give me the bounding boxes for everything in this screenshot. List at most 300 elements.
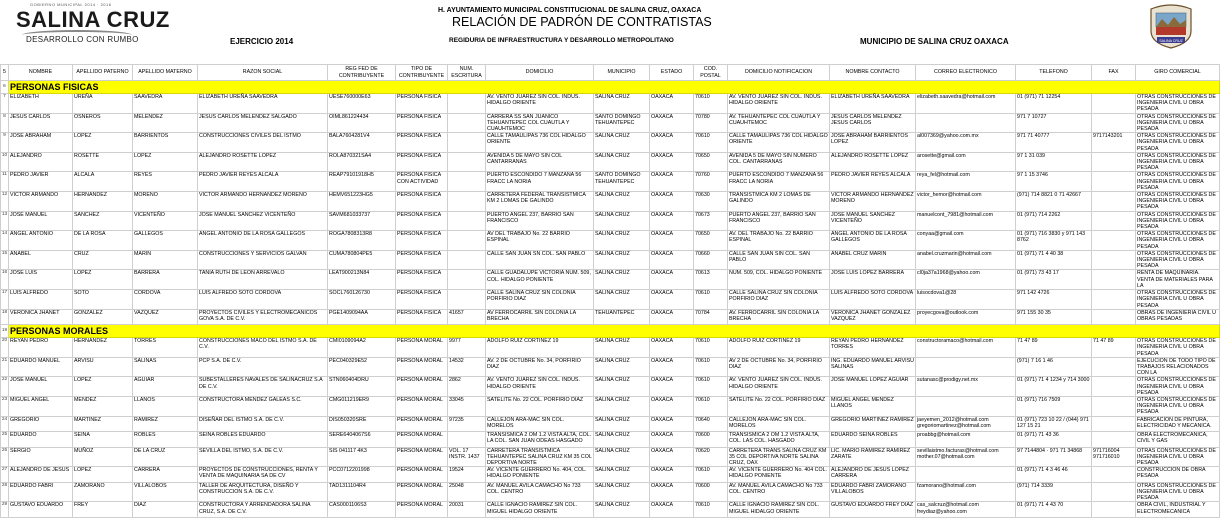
table-cell[interactable]: 70620 bbox=[694, 447, 728, 467]
table-cell[interactable]: OTRAS CONSTRUCCIONES DE INGENIERIA CIVIL U OBRA PESADA bbox=[1136, 250, 1220, 270]
table-cell[interactable] bbox=[448, 94, 486, 114]
table-cell[interactable]: PERSONA FISICA bbox=[396, 309, 448, 325]
table-cell[interactable]: 01 (971) 71 43 36 bbox=[1016, 432, 1092, 448]
table-cell[interactable]: SALINA CRUZ bbox=[594, 250, 650, 270]
table-cell[interactable]: JESUS CARLOS bbox=[9, 113, 73, 133]
table-cell[interactable]: OIML861224434 bbox=[328, 113, 396, 133]
table-cell[interactable] bbox=[1092, 309, 1136, 325]
table-cell[interactable]: LEAT900213N84 bbox=[328, 270, 396, 290]
table-cell[interactable]: 01 (971) 723 10 22 / (044) 971 127 15 21 bbox=[1016, 416, 1092, 432]
table-cell[interactable]: OTRAS CONSTRUCCIONES DE INGENIERIA CIVIL U OBRA PESADA bbox=[1136, 192, 1220, 212]
table-cell[interactable]: CALLE IGNACIO RAMIREZ SIN COL. MIGUEL HIDALGO ORIENTE bbox=[728, 502, 830, 518]
table-cell[interactable]: 20031 bbox=[448, 502, 486, 518]
table-cell[interactable]: SALINAS bbox=[133, 357, 198, 377]
table-cell[interactable]: SALINA CRUZ bbox=[594, 447, 650, 467]
table-cell[interactable]: JOSE ABRAHAM BARRIENTOS LOPEZ bbox=[830, 133, 916, 153]
table-cell[interactable]: BARRERA bbox=[133, 270, 198, 290]
table-cell[interactable]: SALINA CRUZ bbox=[594, 290, 650, 310]
table-cell[interactable]: ALEJANDRO ROSETTE LOPEZ bbox=[198, 152, 328, 172]
table-cell[interactable]: SIS 041117 4K3 bbox=[328, 447, 396, 467]
table-cell[interactable]: OAXACA bbox=[650, 94, 694, 114]
table-cell[interactable] bbox=[916, 397, 1016, 417]
table-cell[interactable]: OTRAS CONSTRUCCIONES DE INGENIERIA CIVIL U OBRA PESADA bbox=[1136, 152, 1220, 172]
table-cell[interactable]: TORRES bbox=[133, 338, 198, 358]
table-cell[interactable]: manuelcont_7981@hotmail.com bbox=[916, 211, 1016, 231]
table-cell[interactable]: cl0ja37a1968@yahoo.com bbox=[916, 270, 1016, 290]
table-cell[interactable] bbox=[1092, 290, 1136, 310]
table-cell[interactable]: 70660 bbox=[694, 250, 728, 270]
table-cell[interactable]: SANTO DOMINGO TEHUANTEPEC bbox=[594, 113, 650, 133]
table-cell[interactable]: OAXACA bbox=[650, 482, 694, 502]
table-cell[interactable]: TRANSISMICA 2 OM 1.2 VISTA ALTA, COL. LAS COL. HASGADO bbox=[728, 432, 830, 448]
table-cell[interactable]: CALLE GUADALUPE VICTORIA NUM. 509, COL. HIDALGO PONIENTE bbox=[486, 270, 594, 290]
table-cell[interactable] bbox=[1092, 432, 1136, 448]
table-cell[interactable]: constructoramaco@hotmail.com bbox=[916, 338, 1016, 358]
table-cell[interactable]: 70650 bbox=[694, 152, 728, 172]
table-cell[interactable]: CALLEJON ARA-MAC SIN COL. MORELOS bbox=[728, 416, 830, 432]
table-cell[interactable]: SAAVEDRA bbox=[133, 94, 198, 114]
table-cell[interactable]: EDUARDO bbox=[9, 432, 73, 448]
table-cell[interactable]: OBRA ELECTROMECANICA, CIVIL Y GAS bbox=[1136, 432, 1220, 448]
table-cell[interactable]: MIGUEL ANGEL MENDEZ LLANOS bbox=[830, 397, 916, 417]
table-cell[interactable]: PERSONA FISICA bbox=[396, 152, 448, 172]
table-cell[interactable]: EJECUCION DE TODO TIPO DE TRABAJOS RELACIONADOS CON LA bbox=[1136, 357, 1220, 377]
table-cell[interactable]: UESE760000E63 bbox=[328, 94, 396, 114]
table-cell[interactable]: CALLE SAN JUAN SN COL. SAN PABLO bbox=[486, 250, 594, 270]
table-cell[interactable]: SEINA bbox=[73, 432, 133, 448]
table-cell[interactable]: PERSONA FISICA bbox=[396, 231, 448, 251]
table-cell[interactable]: 14532 bbox=[448, 357, 486, 377]
table-cell[interactable]: MENDEZ bbox=[73, 397, 133, 417]
table-cell[interactable]: VOL. 17 INSTR. 1437 bbox=[448, 447, 486, 467]
table-cell[interactable]: sevillaistmo.facturas@hotmail.com mother.07@hotmail.com bbox=[916, 447, 1016, 467]
table-cell[interactable]: 97 1 31 039 bbox=[1016, 152, 1092, 172]
table-cell[interactable]: JESUS CARLOS MELENDEZ JESUS CARLOS bbox=[830, 113, 916, 133]
table-cell[interactable]: VICENTEÑO bbox=[133, 211, 198, 231]
table-cell[interactable]: ANGEL ANTONIO DE LA ROSA GALLEGOS bbox=[830, 231, 916, 251]
table-cell[interactable]: MELENDEZ bbox=[133, 113, 198, 133]
table-cell[interactable]: SUBESTALLERES NAVALES DE SALINACRUZ S.A DE C.V. bbox=[198, 377, 328, 397]
table-cell[interactable]: ELIZABETH UREÑA SAAVEDRA bbox=[830, 94, 916, 114]
table-cell[interactable]: ELIZABETH UREÑA SAAVEDRA bbox=[198, 94, 328, 114]
table-cell[interactable] bbox=[1092, 416, 1136, 432]
table-cell[interactable]: luisocdova1@28 bbox=[916, 290, 1016, 310]
table-cell[interactable]: OTRAS CONSTRUCCIONES DE INGENIERIA CIVIL U OBRA PESADA bbox=[1136, 290, 1220, 310]
table-cell[interactable]: 01 (971) 71 4 43 70 bbox=[1016, 502, 1092, 518]
table-cell[interactable]: 97 1 15 3746 bbox=[1016, 172, 1092, 192]
table-cell[interactable]: 70610 bbox=[694, 467, 728, 483]
table-cell[interactable]: ARVISU bbox=[73, 357, 133, 377]
table-cell[interactable]: OBRAS DE INGENIERIA CIVIL U OBRAS PESADAS bbox=[1136, 309, 1220, 325]
table-cell[interactable] bbox=[1092, 357, 1136, 377]
table-cell[interactable]: ZAMORANO bbox=[73, 482, 133, 502]
table-cell[interactable]: OTRAS CONSTRUCCIONES DE INGENIERIA CIVIL U OBRA PESADA bbox=[1136, 133, 1220, 153]
table-cell[interactable]: JOSE LUIS LOPEZ BARRERA bbox=[830, 270, 916, 290]
table-cell[interactable]: ALEJANDRO DE JESUS bbox=[9, 467, 73, 483]
table-cell[interactable]: FABRICACION DE PINTURA, ELECTRICIDAD Y MECANICA. bbox=[1136, 416, 1220, 432]
table-cell[interactable]: ELIZABETH bbox=[9, 94, 73, 114]
table-cell[interactable]: REYES bbox=[133, 172, 198, 192]
table-cell[interactable]: ROBLES bbox=[133, 432, 198, 448]
table-cell[interactable] bbox=[1092, 113, 1136, 133]
table-cell[interactable]: OAXACA bbox=[650, 309, 694, 325]
table-cell[interactable]: RENTA DE MAQUINARIA. VENTA DE MATERIALES PARA LA bbox=[1136, 270, 1220, 290]
table-cell[interactable]: 01 (971) 71 12254 bbox=[1016, 94, 1092, 114]
table-cell[interactable]: SALINA CRUZ bbox=[594, 357, 650, 377]
table-cell[interactable]: SALINA CRUZ bbox=[594, 467, 650, 483]
table-cell[interactable]: 70610 bbox=[694, 133, 728, 153]
table-cell[interactable]: OBRA CIVIL, INDUSTRIAL Y ELECTROMECANICA bbox=[1136, 502, 1220, 518]
table-cell[interactable]: GALLEGOS bbox=[133, 231, 198, 251]
table-cell[interactable]: SALINA CRUZ bbox=[594, 502, 650, 518]
table-cell[interactable]: SALINA CRUZ bbox=[594, 211, 650, 231]
table-cell[interactable]: PERSONA MORAL bbox=[396, 447, 448, 467]
table-cell[interactable]: SANCHEZ bbox=[73, 211, 133, 231]
table-cell[interactable]: REYAN PEDRO bbox=[9, 338, 73, 358]
table-cell[interactable]: SOCL760126730 bbox=[328, 290, 396, 310]
table-cell[interactable]: JOSE MANUEL SANCHEZ VICENTEÑO bbox=[198, 211, 328, 231]
table-cell[interactable]: OAXACA bbox=[650, 467, 694, 483]
table-cell[interactable]: ADOLFO RUIZ CORTINEZ 19 bbox=[728, 338, 830, 358]
table-cell[interactable]: 70780 bbox=[694, 113, 728, 133]
table-cell[interactable]: PERSONA FISICA bbox=[396, 270, 448, 290]
table-cell[interactable] bbox=[916, 357, 1016, 377]
table-cell[interactable] bbox=[448, 152, 486, 172]
table-cell[interactable]: SALINA CRUZ bbox=[594, 94, 650, 114]
table-cell[interactable]: 71 47 89 bbox=[1092, 338, 1136, 358]
table-cell[interactable]: AV. VENTO JUAREZ SIN COL. INDUS. HIDALGO ORIENTE bbox=[486, 94, 594, 114]
table-cell[interactable]: LOPEZ bbox=[73, 467, 133, 483]
table-cell[interactable]: PERSONA MORAL bbox=[396, 357, 448, 377]
table-cell[interactable]: SALINA CRUZ bbox=[594, 231, 650, 251]
table-cell[interactable]: SALINA CRUZ bbox=[594, 482, 650, 502]
table-cell[interactable]: OTRAS CONSTRUCCIONES DE INGENIERIA CIVIL U OBRA PESADA bbox=[1136, 397, 1220, 417]
table-cell[interactable]: 71 47 89 bbox=[1016, 338, 1092, 358]
table-cell[interactable]: LUIS ALFREDO bbox=[9, 290, 73, 310]
table-cell[interactable]: SERGIO bbox=[9, 447, 73, 467]
table-cell[interactable] bbox=[1092, 270, 1136, 290]
table-cell[interactable]: CALLEJON ARA-MAC SIN COL. MORELOS bbox=[486, 416, 594, 432]
table-cell[interactable]: ROGA7808313R8 bbox=[328, 231, 396, 251]
table-cell[interactable]: OAXACA bbox=[650, 133, 694, 153]
table-cell[interactable]: OAXACA bbox=[650, 338, 694, 358]
table-cell[interactable]: GREGORIO MARTINEZ RAMIREZ bbox=[830, 416, 916, 432]
table-cell[interactable]: TRANSISTMICA KM 2 LOMAS DE GALINDO bbox=[728, 192, 830, 212]
table-cell[interactable]: proabbg@hotmail.com bbox=[916, 432, 1016, 448]
table-cell[interactable]: AV. VENTO JUAREZ SIN COL. INDUS. HIDALGO ORIENTE bbox=[728, 377, 830, 397]
table-cell[interactable]: CONSTRUCTORA MENDEZ GALEAS S.C. bbox=[198, 397, 328, 417]
table-cell[interactable] bbox=[916, 467, 1016, 483]
table-cell[interactable]: PERSONA FISICA bbox=[396, 211, 448, 231]
table-cell[interactable]: LOPEZ bbox=[73, 377, 133, 397]
table-cell[interactable]: 70673 bbox=[694, 211, 728, 231]
table-cell[interactable]: OAXACA bbox=[650, 211, 694, 231]
table-cell[interactable]: LIC. MARIO RAMIREZ RAMIREZ ZARATE bbox=[830, 447, 916, 467]
table-cell[interactable] bbox=[448, 231, 486, 251]
table-cell[interactable] bbox=[448, 432, 486, 448]
table-cell[interactable]: PERSONA MORAL bbox=[396, 397, 448, 417]
table-cell[interactable]: OAXACA bbox=[650, 432, 694, 448]
table-cell[interactable]: ANGEL ANTONIO DE LA ROSA GALLEGOS bbox=[198, 231, 328, 251]
table-cell[interactable]: CALLE SALINA CRUZ SIN COLONIA PORFIRIO DIAZ bbox=[728, 290, 830, 310]
table-cell[interactable]: OAXACA bbox=[650, 231, 694, 251]
table-cell[interactable]: ALCALA bbox=[73, 172, 133, 192]
table-cell[interactable]: VERONICA JHANET bbox=[9, 309, 73, 325]
table-cell[interactable]: ANABEL CRUZ MARIN bbox=[830, 250, 916, 270]
table-cell[interactable]: CMG011219ER9 bbox=[328, 397, 396, 417]
table-cell[interactable]: SALINA CRUZ bbox=[594, 338, 650, 358]
table-cell[interactable]: OTRAS CONSTRUCCIONES DE INGENIERIA CIVIL U OBRA PESADA bbox=[1136, 231, 1220, 251]
table-cell[interactable] bbox=[448, 270, 486, 290]
table-cell[interactable]: LOPEZ bbox=[73, 270, 133, 290]
table-cell[interactable]: 41657 bbox=[448, 309, 486, 325]
table-cell[interactable]: AV. VENTO JUAREZ SIN COL. INDUS. HIDALGO ORIENTE bbox=[728, 94, 830, 114]
table-cell[interactable]: CALLE TAMAULIPAS 736 COL HIDALGO ORIENTE bbox=[486, 133, 594, 153]
table-cell[interactable]: GONZALEZ bbox=[73, 309, 133, 325]
table-cell[interactable]: EDUARDO MANUEL bbox=[9, 357, 73, 377]
table-cell[interactable]: PEDRO JAVIER REYES ALCALA bbox=[198, 172, 328, 192]
table-cell[interactable]: JESUS CARLOS MELENDEZ SALGADO bbox=[198, 113, 328, 133]
table-cell[interactable]: 33045 bbox=[448, 397, 486, 417]
table-cell[interactable]: CONSTRUCCIONES MACO DEL ISTMO S.A. DE C.V. bbox=[198, 338, 328, 358]
table-cell[interactable]: ANABEL bbox=[9, 250, 73, 270]
table-cell[interactable] bbox=[1092, 482, 1136, 502]
table-cell[interactable]: VICTOR ARMANDO bbox=[9, 192, 73, 212]
table-cell[interactable]: NUM. 509, COL. HIDALGO PONIENTE bbox=[728, 270, 830, 290]
table-cell[interactable]: ADOLFO RUIZ CORTINEZ 19 bbox=[486, 338, 594, 358]
table-cell[interactable]: reya_fel@hotmail.com bbox=[916, 172, 1016, 192]
table-cell[interactable]: proyecgova@outlook.com bbox=[916, 309, 1016, 325]
table-cell[interactable]: BARRIENTOS bbox=[133, 133, 198, 153]
table-cell[interactable] bbox=[1092, 152, 1136, 172]
table-cell[interactable]: SALINA CRUZ bbox=[594, 133, 650, 153]
table-cell[interactable]: MUÑOZ bbox=[73, 447, 133, 467]
table-cell[interactable]: 70600 bbox=[694, 482, 728, 502]
table-cell[interactable] bbox=[1092, 94, 1136, 114]
table-cell[interactable]: CARRETERA FEDERAL TRANSISTMICA KM 2 LOMAS DE GALINDO bbox=[486, 192, 594, 212]
table-cell[interactable]: OTRAS CONSTRUCCIONES DE INGENIERIA CIVIL U OBRA PESADA bbox=[1136, 447, 1220, 467]
table-cell[interactable]: DE LA ROSA bbox=[73, 231, 133, 251]
table-cell[interactable]: AGUIAR bbox=[133, 377, 198, 397]
table-cell[interactable]: arosette@gmail.com bbox=[916, 152, 1016, 172]
table-cell[interactable]: STN060404DRU bbox=[328, 377, 396, 397]
table-cell[interactable]: 70610 bbox=[694, 338, 728, 358]
table-cell[interactable]: PERSONA FISICA bbox=[396, 250, 448, 270]
table-cell[interactable]: VILLALOBOS bbox=[133, 482, 198, 502]
table-cell[interactable]: PERSONA FISICA bbox=[396, 192, 448, 212]
table-cell[interactable]: PUERTO ESCONDIDO 7 MANZANA 56 FRACC LA NORIA bbox=[728, 172, 830, 192]
table-cell[interactable]: PGE1409094AA bbox=[328, 309, 396, 325]
table-cell[interactable]: MORENO bbox=[133, 192, 198, 212]
table-cell[interactable]: PERSONA MORAL bbox=[396, 338, 448, 358]
table-cell[interactable]: EDUARDO SEINA ROBLES bbox=[830, 432, 916, 448]
table-cell[interactable]: 70760 bbox=[694, 172, 728, 192]
table-cell[interactable]: AV. VICENTE GUERRERO No. 404, COL. HIDALGO PONIENTE bbox=[486, 467, 594, 483]
table-cell[interactable]: fzamorano@hotmail.com bbox=[916, 482, 1016, 502]
table-cell[interactable]: PEDRO JAVIER bbox=[9, 172, 73, 192]
table-cell[interactable]: 70610 bbox=[694, 502, 728, 518]
table-cell[interactable]: AVENIDA 5 DE MAYO SIN NUMERO COL. CANTARRANAS bbox=[728, 152, 830, 172]
table-cell[interactable]: VERONICA JHANET GONZALEZ VAZQUEZ bbox=[830, 309, 916, 325]
table-cell[interactable]: OTRAS CONSTRUCCIONES DE INGENIERIA CIVIL U OBRA PESADA bbox=[1136, 377, 1220, 397]
table-cell[interactable]: PERSONA FISICA bbox=[396, 290, 448, 310]
table-cell[interactable]: (971) 714 3339 bbox=[1016, 482, 1092, 502]
table-cell[interactable]: 971716004 971716010 bbox=[1092, 447, 1136, 467]
table-cell[interactable]: MIGUEL ANGEL bbox=[9, 397, 73, 417]
table-cell[interactable]: AV. FERROCARRIL SIN COLONIA LA BRECHA bbox=[728, 309, 830, 325]
table-cell[interactable]: ALEJANDRO ROSETTE LOPEZ bbox=[830, 152, 916, 172]
table-cell[interactable] bbox=[448, 290, 486, 310]
table-cell[interactable]: JOSE MANUEL LOPEZ AGUIAR bbox=[830, 377, 916, 397]
table-cell[interactable]: GUSTAVO EDUARDO bbox=[9, 502, 73, 518]
table-cell[interactable]: 70630 bbox=[694, 192, 728, 212]
table-cell[interactable]: OAXACA bbox=[650, 152, 694, 172]
table-cell[interactable]: 971 155 30 35 bbox=[1016, 309, 1092, 325]
table-cell[interactable]: OAXACA bbox=[650, 502, 694, 518]
table-cell[interactable]: ROSETTE bbox=[73, 152, 133, 172]
table-cell[interactable]: sutanasc@prodigy.net.mx bbox=[916, 377, 1016, 397]
table-cell[interactable]: 25048 bbox=[448, 482, 486, 502]
table-cell[interactable]: SANTO DOMINGO TEHUANTEPEC bbox=[594, 172, 650, 192]
table-cell[interactable]: BALA7604281V4 bbox=[328, 133, 396, 153]
table-cell[interactable] bbox=[448, 192, 486, 212]
table-cell[interactable]: EDUARDO FABRI ZAMORANO VILLALOBOS bbox=[830, 482, 916, 502]
table-cell[interactable]: 971 71 40777 bbox=[1016, 133, 1092, 153]
table-cell[interactable]: GUSTAVO EDUARDO FREY DIAZ bbox=[830, 502, 916, 518]
table-cell[interactable]: DIAZ bbox=[133, 502, 198, 518]
table-cell[interactable]: CONSTRUCCIONES Y SERVICIOS GALVAN bbox=[198, 250, 328, 270]
table-cell[interactable]: 70610 bbox=[694, 357, 728, 377]
table-cell[interactable]: 971 7 10727 bbox=[1016, 113, 1092, 133]
table-cell[interactable]: REAP79101918H5 bbox=[328, 172, 396, 192]
table-cell[interactable]: TRANSISMICA 2 OM 1.2 VISTA ALTA, COL. LA COL. SAN JUAN ODEAS HASGADO bbox=[486, 432, 594, 448]
table-cell[interactable]: CALLE SAN JUAN SIN COL. SAN PABLO bbox=[728, 250, 830, 270]
table-cell[interactable]: OAXACA bbox=[650, 416, 694, 432]
table-cell[interactable]: UREÑA bbox=[73, 94, 133, 114]
table-cell[interactable]: OTRAS CONSTRUCCIONES DE INGENIERIA CIVIL U OBRA PESADA bbox=[1136, 482, 1220, 502]
table-cell[interactable]: JOSE MANUEL bbox=[9, 211, 73, 231]
table-cell[interactable]: 01 (971) 73 43 17 bbox=[1016, 270, 1092, 290]
table-cell[interactable] bbox=[1092, 172, 1136, 192]
table-cell[interactable]: SEVILLA DEL ISTMO, S.A. DE C.V. bbox=[198, 447, 328, 467]
table-cell[interactable]: ALEJANDRO bbox=[9, 152, 73, 172]
table-cell[interactable]: AV 2 DE OCTUBRE No. 34, PORFIRIO DIAZ bbox=[728, 357, 830, 377]
table-cell[interactable]: PUERTO ESCONDIDO 7 MANZANA 56 FRACC LA NORIA bbox=[486, 172, 594, 192]
table-cell[interactable]: (971) 7 16 1 46 bbox=[1016, 357, 1092, 377]
table-cell[interactable]: JOSE MANUEL bbox=[9, 377, 73, 397]
table-cell[interactable]: CARRERA SS SAN JUANICO TEHUANTEPEC COL CUAUTLA Y CUAUHTEMOC bbox=[486, 113, 594, 133]
table-cell[interactable]: cas_salcruz@hotmail.com freydiaz@yahoo.com bbox=[916, 502, 1016, 518]
table-cell[interactable]: AV. MANUEL AVILA CAMACHO No 733 COL. CENTRO bbox=[486, 482, 594, 502]
table-cell[interactable]: CALLE IGNACIO RAMIREZ SIN COL. MIGUEL HIDALGO ORIENTE bbox=[486, 502, 594, 518]
table-cell[interactable]: OAXACA bbox=[650, 250, 694, 270]
table-cell[interactable]: SALINA CRUZ bbox=[594, 377, 650, 397]
table-cell[interactable]: OAXACA bbox=[650, 447, 694, 467]
table-cell[interactable]: REYAN PEDRO HERNANDEZ TORRES bbox=[830, 338, 916, 358]
table-cell[interactable]: LUIS ALFREDO SOTO CORDOVA bbox=[830, 290, 916, 310]
table-cell[interactable]: SALINA CRUZ bbox=[594, 397, 650, 417]
table-cell[interactable]: PERSONA MORAL bbox=[396, 377, 448, 397]
table-cell[interactable]: ROLA870321SA4 bbox=[328, 152, 396, 172]
table-cell[interactable]: 01 (971) 716 3830 y 971 143 8762 bbox=[1016, 231, 1092, 251]
table-cell[interactable]: 01 (971) 71 4 40 38 bbox=[1016, 250, 1092, 270]
table-cell[interactable]: SALINA CRUZ bbox=[594, 192, 650, 212]
table-cell[interactable]: CALLE TAMAULIPAS 736 COL HIDALGO ORIENTE bbox=[728, 133, 830, 153]
table-cell[interactable]: 70640 bbox=[694, 416, 728, 432]
table-cell[interactable]: FREY bbox=[73, 502, 133, 518]
table-cell[interactable]: PERSONA MORAL bbox=[396, 432, 448, 448]
table-cell[interactable]: 70600 bbox=[694, 432, 728, 448]
table-cell[interactable]: JOSE ABRAHAM bbox=[9, 133, 73, 153]
table-cell[interactable]: OTRAS CONSTRUCCIONES DE INGENIERIA CIVIL U OBRA PESADA bbox=[1136, 113, 1220, 133]
table-cell[interactable] bbox=[448, 250, 486, 270]
table-cell[interactable]: PUERTO ANGEL 237, BARRIO SAN FRANCISCO bbox=[728, 211, 830, 231]
table-cell[interactable]: OSNEROS bbox=[73, 113, 133, 133]
table-cell[interactable]: ING. EDUARDO MANUEL ARVISU SALINAS bbox=[830, 357, 916, 377]
table-cell[interactable]: (971) 714 8821 0 71 42667 bbox=[1016, 192, 1092, 212]
table-cell[interactable]: OAXACA bbox=[650, 113, 694, 133]
table-cell[interactable]: OTRAS CONSTRUCCIONES DE INGENIERIA CIVIL U OBRA PESADA bbox=[1136, 94, 1220, 114]
table-cell[interactable]: DISEÑAR DEL ISTMO S.A. DE C.V. bbox=[198, 416, 328, 432]
table-cell[interactable]: TAD1311104R4 bbox=[328, 482, 396, 502]
table-cell[interactable]: OTRAS CONSTRUCCIONES DE INGENIERIA CIVIL U OBRA PESADA bbox=[1136, 211, 1220, 231]
table-cell[interactable]: DIS050320SRE bbox=[328, 416, 396, 432]
table-cell[interactable]: OAXACA bbox=[650, 357, 694, 377]
table-cell[interactable]: victor_hemor@hotmail.com bbox=[916, 192, 1016, 212]
table-cell[interactable]: CARRETERA TRANS SALINA CRUZ KM 35 COL DEPORTIVA NORTE SALINA CRUZ, OAX bbox=[728, 447, 830, 467]
table-cell[interactable]: HERNANDEZ bbox=[73, 338, 133, 358]
table-cell[interactable]: 70610 bbox=[694, 377, 728, 397]
table-cell[interactable]: CONSTRUCCION DE OBRA PESADA bbox=[1136, 467, 1220, 483]
table-cell[interactable]: MARTINEZ bbox=[73, 416, 133, 432]
table-cell[interactable]: CMI0109094A2 bbox=[328, 338, 396, 358]
table-cell[interactable]: SERE6404067S6 bbox=[328, 432, 396, 448]
table-cell[interactable]: SATELITE No. 22 COL. PORFIRIO DIAZ bbox=[486, 397, 594, 417]
table-cell[interactable] bbox=[448, 172, 486, 192]
table-cell[interactable]: OAXACA bbox=[650, 270, 694, 290]
table-cell[interactable]: CALLE SALINA CRUZ SIN COLONIA PORFIRIO DIAZ bbox=[486, 290, 594, 310]
table-cell[interactable]: AV. TEHUANTEPEC COL CUAUTLA Y CUAUHTEMOC bbox=[728, 113, 830, 133]
table-cell[interactable]: RAMIREZ bbox=[133, 416, 198, 432]
table-cell[interactable]: EDUARDO FABRI bbox=[9, 482, 73, 502]
table-cell[interactable]: GREGORIO bbox=[9, 416, 73, 432]
table-cell[interactable]: JOSE LUIS bbox=[9, 270, 73, 290]
table-cell[interactable]: 19524 bbox=[448, 467, 486, 483]
table-cell[interactable]: jaeyemen_2012@hotmail.com gregoriomartinez@hotmail.com bbox=[916, 416, 1016, 432]
table-cell[interactable]: SALINA CRUZ bbox=[594, 270, 650, 290]
table-cell[interactable]: SOTO bbox=[73, 290, 133, 310]
table-cell[interactable]: 01 (971) 71 4 1234 y 714 3000 bbox=[1016, 377, 1092, 397]
table-cell[interactable] bbox=[1092, 231, 1136, 251]
table-cell[interactable] bbox=[1092, 467, 1136, 483]
table-cell[interactable] bbox=[1092, 250, 1136, 270]
table-cell[interactable]: OAXACA bbox=[650, 397, 694, 417]
table-cell[interactable]: PCC0712201998 bbox=[328, 467, 396, 483]
table-cell[interactable]: OTRAS CONSTRUCCIONES DE INGENIERIA CIVIL U OBRA PESADA bbox=[1136, 172, 1220, 192]
table-cell[interactable]: AV. DEL TRABAJO No. 22 BARRIO ESPINAL bbox=[728, 231, 830, 251]
table-cell[interactable]: CAS0001106S3 bbox=[328, 502, 396, 518]
table-cell[interactable] bbox=[1092, 192, 1136, 212]
table-cell[interactable]: PERSONA FISICA bbox=[396, 94, 448, 114]
table-cell[interactable] bbox=[916, 113, 1016, 133]
table-cell[interactable]: VICTOR ARMANDO HERNANDEZ MORENO bbox=[830, 192, 916, 212]
table-cell[interactable]: 97235 bbox=[448, 416, 486, 432]
table-cell[interactable]: PERSONA MORAL bbox=[396, 502, 448, 518]
table-cell[interactable]: OAXACA bbox=[650, 377, 694, 397]
table-cell[interactable]: 9717143201 bbox=[1092, 133, 1136, 153]
table-cell[interactable]: PROYECTOS DE CONSTRUCCIONES, RENTA Y VENTA DE MAQUINARIA SA DE CV bbox=[198, 467, 328, 483]
table-cell[interactable]: CONSTRUCTORA Y ARRENDADORA SALINA CRUZ, S.A. DE C.V. bbox=[198, 502, 328, 518]
